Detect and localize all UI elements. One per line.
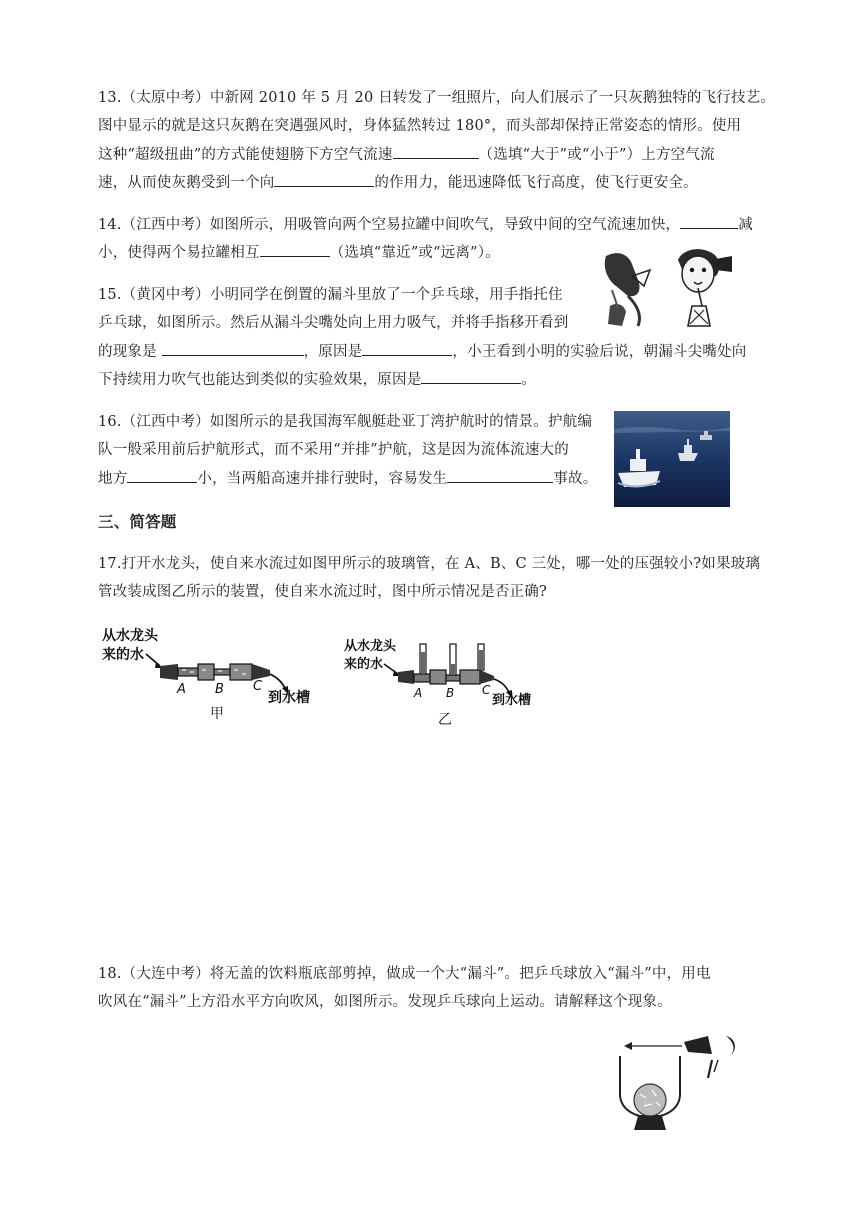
point-b-label: B xyxy=(446,686,455,700)
q13-answer-blank-1[interactable] xyxy=(393,144,479,159)
section-heading: 三、简答题 xyxy=(98,513,177,531)
point-a-label: A xyxy=(177,682,186,697)
airflow-arrow xyxy=(624,1042,682,1050)
q14-text: 减 xyxy=(738,217,753,233)
point-c-label: C xyxy=(253,679,263,694)
outlet-label: 到水槽 xyxy=(268,690,310,706)
source-label-line2: 来的水 xyxy=(102,647,144,663)
q14-text: （选填“靠近”或“远离”）。 xyxy=(329,245,500,261)
q18-line-1: 18.（大连中考）将无盖的饮料瓶底部剪掉，做成一个大“漏斗”。把乒乓球放入“漏斗”中，用电 xyxy=(98,966,711,982)
q14-line-2 xyxy=(98,242,500,263)
q16-line-1: 16.（江西中考）如图所示的是我国海军舰艇赴亚丁湾护航时的情景。护航编 xyxy=(98,414,593,430)
q16-answer-blank-2[interactable] xyxy=(447,468,553,483)
q16-line-2: 队一般采用前后护航形式，而不采用“并排”护航，这是因为流体流速大的 xyxy=(98,442,569,458)
q15-line-1: 15.（黄冈中考）小明同学在倒置的漏斗里放了一个乒乓球，用手指托住 xyxy=(98,287,563,303)
source-label-line1: 从水龙头 xyxy=(102,628,158,644)
glass-tube xyxy=(160,664,270,680)
q13-answer-blank-2[interactable] xyxy=(274,172,374,187)
tube-figure-yi xyxy=(342,636,542,730)
q15-text: 下持续用力吹气也能达到类似的实验效果，原因是 xyxy=(98,372,422,388)
figure-caption-jia: 甲 xyxy=(210,706,224,722)
q16-text: 事故。 xyxy=(553,471,598,487)
q13-line-2: 图中显示的就是这只灰鹅在突遇强风时，身体猛然转过 180°，而头部却保持正常姿态的情形。使用 xyxy=(98,118,742,134)
q18-line-2: 吹风在“漏斗”上方沿水平方向吹风，如图所示。发现乒乓球向上运动。请解释这个现象。 xyxy=(98,994,672,1010)
outlet-label: 到水槽 xyxy=(492,693,532,708)
q15-line-3 xyxy=(98,341,746,362)
q15-text: ，原因是 xyxy=(303,344,363,360)
q14-text: 14.（江西中考）如图所示，用吸管向两个空易拉罐中间吹气，导致中间的空气流速加快， xyxy=(98,217,681,233)
q16-line-3 xyxy=(98,468,597,489)
q16-answer-blank-1[interactable] xyxy=(127,468,197,483)
q14-answer-blank-1[interactable] xyxy=(680,214,738,229)
q14-q15-figures xyxy=(598,246,760,330)
q14-text: 小，使得两个易拉罐相互 xyxy=(98,245,260,261)
q15-text: ，小王看到小明的实验后说，朝漏斗尖嘴处向 xyxy=(452,344,747,360)
ping-pong-ball xyxy=(634,1084,666,1116)
q15-line-2: 乒乓球，如图所示。然后从漏斗尖嘴处向上用力吸气，并将手指移开看到 xyxy=(98,315,569,331)
q13-line-1: 13.（太原中考）中新网 2010 年 5 月 20 日转发了一组照片，向人们展示了一只灰鹅独特的飞行技艺。 xyxy=(98,90,776,106)
q13-text: 的作用力，能迅速降低飞行高度，使飞行更安全。 xyxy=(374,175,698,191)
q15-line-4 xyxy=(98,369,536,390)
q15-answer-blank-1[interactable] xyxy=(162,341,304,356)
funnel-hand-figure xyxy=(605,253,650,326)
figure-caption-yi: 乙 xyxy=(438,712,452,728)
q16-text: 小，当两船高速并排行驶时，容易发生 xyxy=(197,471,448,487)
q15-text: 的现象是 xyxy=(98,344,162,360)
glass-tube-with-risers xyxy=(398,644,494,684)
boy-blowing-cans-figure xyxy=(678,249,732,326)
q15-answer-blank-2[interactable] xyxy=(362,341,452,356)
warships-photo xyxy=(614,411,730,507)
q15-answer-blank-3[interactable] xyxy=(421,369,521,384)
q14-answer-blank-2[interactable] xyxy=(260,242,330,257)
q13-line-4 xyxy=(98,172,698,193)
q13-line-3 xyxy=(98,144,715,165)
point-c-label: C xyxy=(482,683,491,697)
q13-text: （选填“大于”或“小于”）上方空气流 xyxy=(478,147,715,163)
q13-text: 速，从而使灰鹅受到一个向 xyxy=(98,175,275,191)
point-a-label: A xyxy=(414,686,423,700)
tube-figure-jia xyxy=(100,626,322,726)
q14-line-1 xyxy=(98,214,753,235)
q16-text: 地方 xyxy=(98,471,128,487)
point-b-label: B xyxy=(215,682,224,697)
hair-dryer-icon xyxy=(684,1036,735,1078)
q17-line-2: 管改装成图乙所示的装置，使自来水流过时，图中所示情况是否正确? xyxy=(98,584,547,600)
q17-line-1: 17.打开水龙头，使自来水流过如图甲所示的玻璃管，在 A、B、C 三处，哪一处的压强较小?如果玻璃 xyxy=(98,556,761,572)
funnel-dryer-figure xyxy=(612,1030,752,1134)
source-label-line1: 从水龙头 xyxy=(344,639,397,654)
source-label-line2: 来的水 xyxy=(344,657,384,672)
q13-text: 这种“超级扭曲”的方式能使翅膀下方空气流速 xyxy=(98,147,393,163)
q15-text: 。 xyxy=(521,372,537,388)
